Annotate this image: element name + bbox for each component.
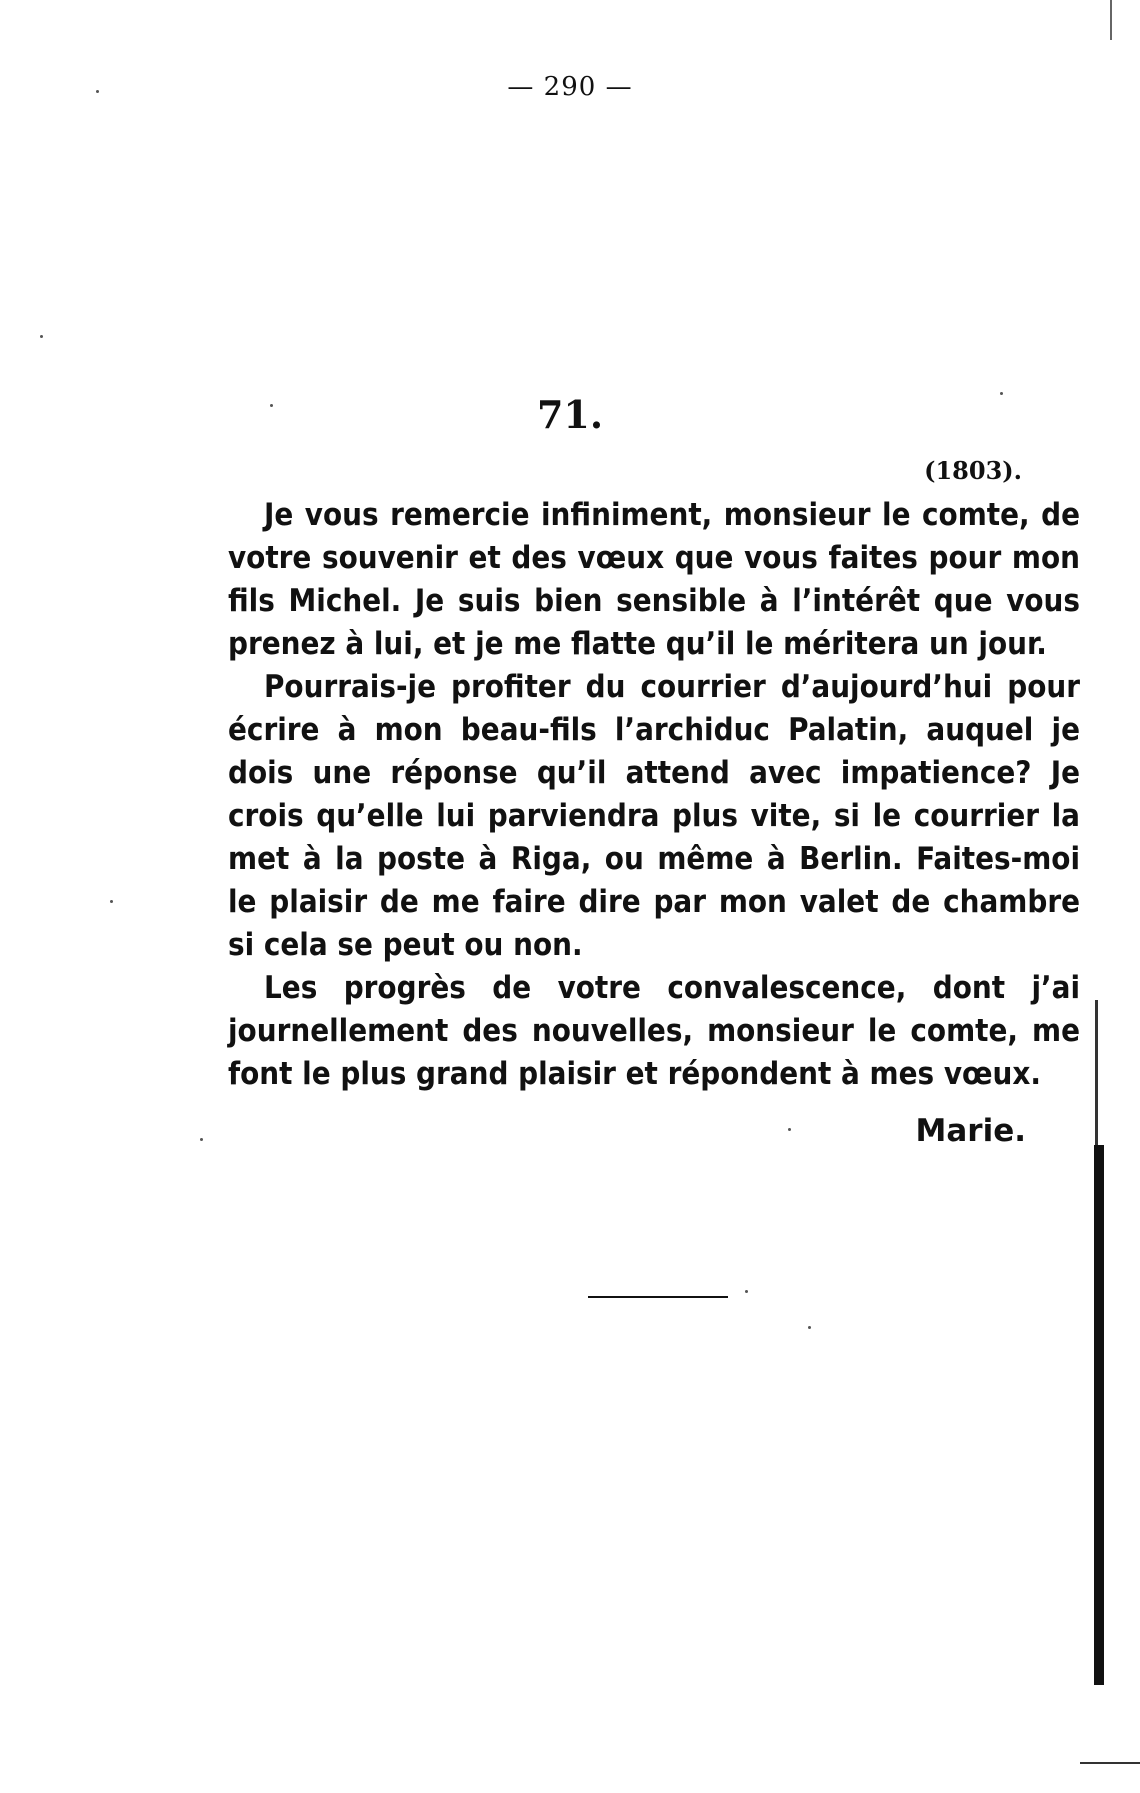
scan-speck [200, 1138, 203, 1141]
paragraph-1: Je vous remercie infiniment, monsieur le comte, de votre souvenir et des vœux que vous faites pour mon fils Michel. Je suis bien sensible à l’intérêt que vous prenez à lui, et je me flatte qu’il le méritera un jour. [228, 497, 1080, 662]
letter-number: 71. [536, 392, 604, 437]
scan-speck [745, 1290, 748, 1293]
scan-speck [808, 1326, 811, 1329]
page-number: — 290 — [507, 72, 633, 102]
scan-speck [1000, 392, 1003, 395]
scan-speck [788, 1128, 791, 1131]
paragraph-2: Pourrais-je profiter du courrier d’aujourd’hui pour écrire à mon beau-fils l’archiduc Palatin, auquel je dois une réponse qu’il attend avec impatience? Je crois qu’elle lui parviendra plus vite, si le courrier la met à la poste à Riga, ou même à Berlin. Faites-moi le plaisir de me faire dire par mon valet de chambre si cela se peut ou non. [228, 669, 1080, 963]
margin-scan-mark-top [1110, 0, 1112, 40]
letter-date: (1803). [924, 456, 1022, 485]
margin-scan-mark-upper [1095, 1000, 1098, 1145]
paragraph-3: Les progrès de votre convalescence, dont j’ai journellement des nouvelles, monsieur le comte, me font le plus grand plaisir et répondent à mes vœux. [228, 970, 1080, 1092]
signature: Marie. [915, 1113, 1026, 1149]
scan-speck [270, 404, 273, 407]
scan-speck [110, 900, 113, 903]
bottom-scan-line [1080, 1762, 1140, 1764]
scan-speck [96, 90, 99, 93]
scan-speck [40, 335, 43, 338]
margin-scan-shadow [1094, 1145, 1104, 1685]
end-rule-divider [588, 1296, 728, 1298]
letter-body [228, 494, 1080, 1096]
